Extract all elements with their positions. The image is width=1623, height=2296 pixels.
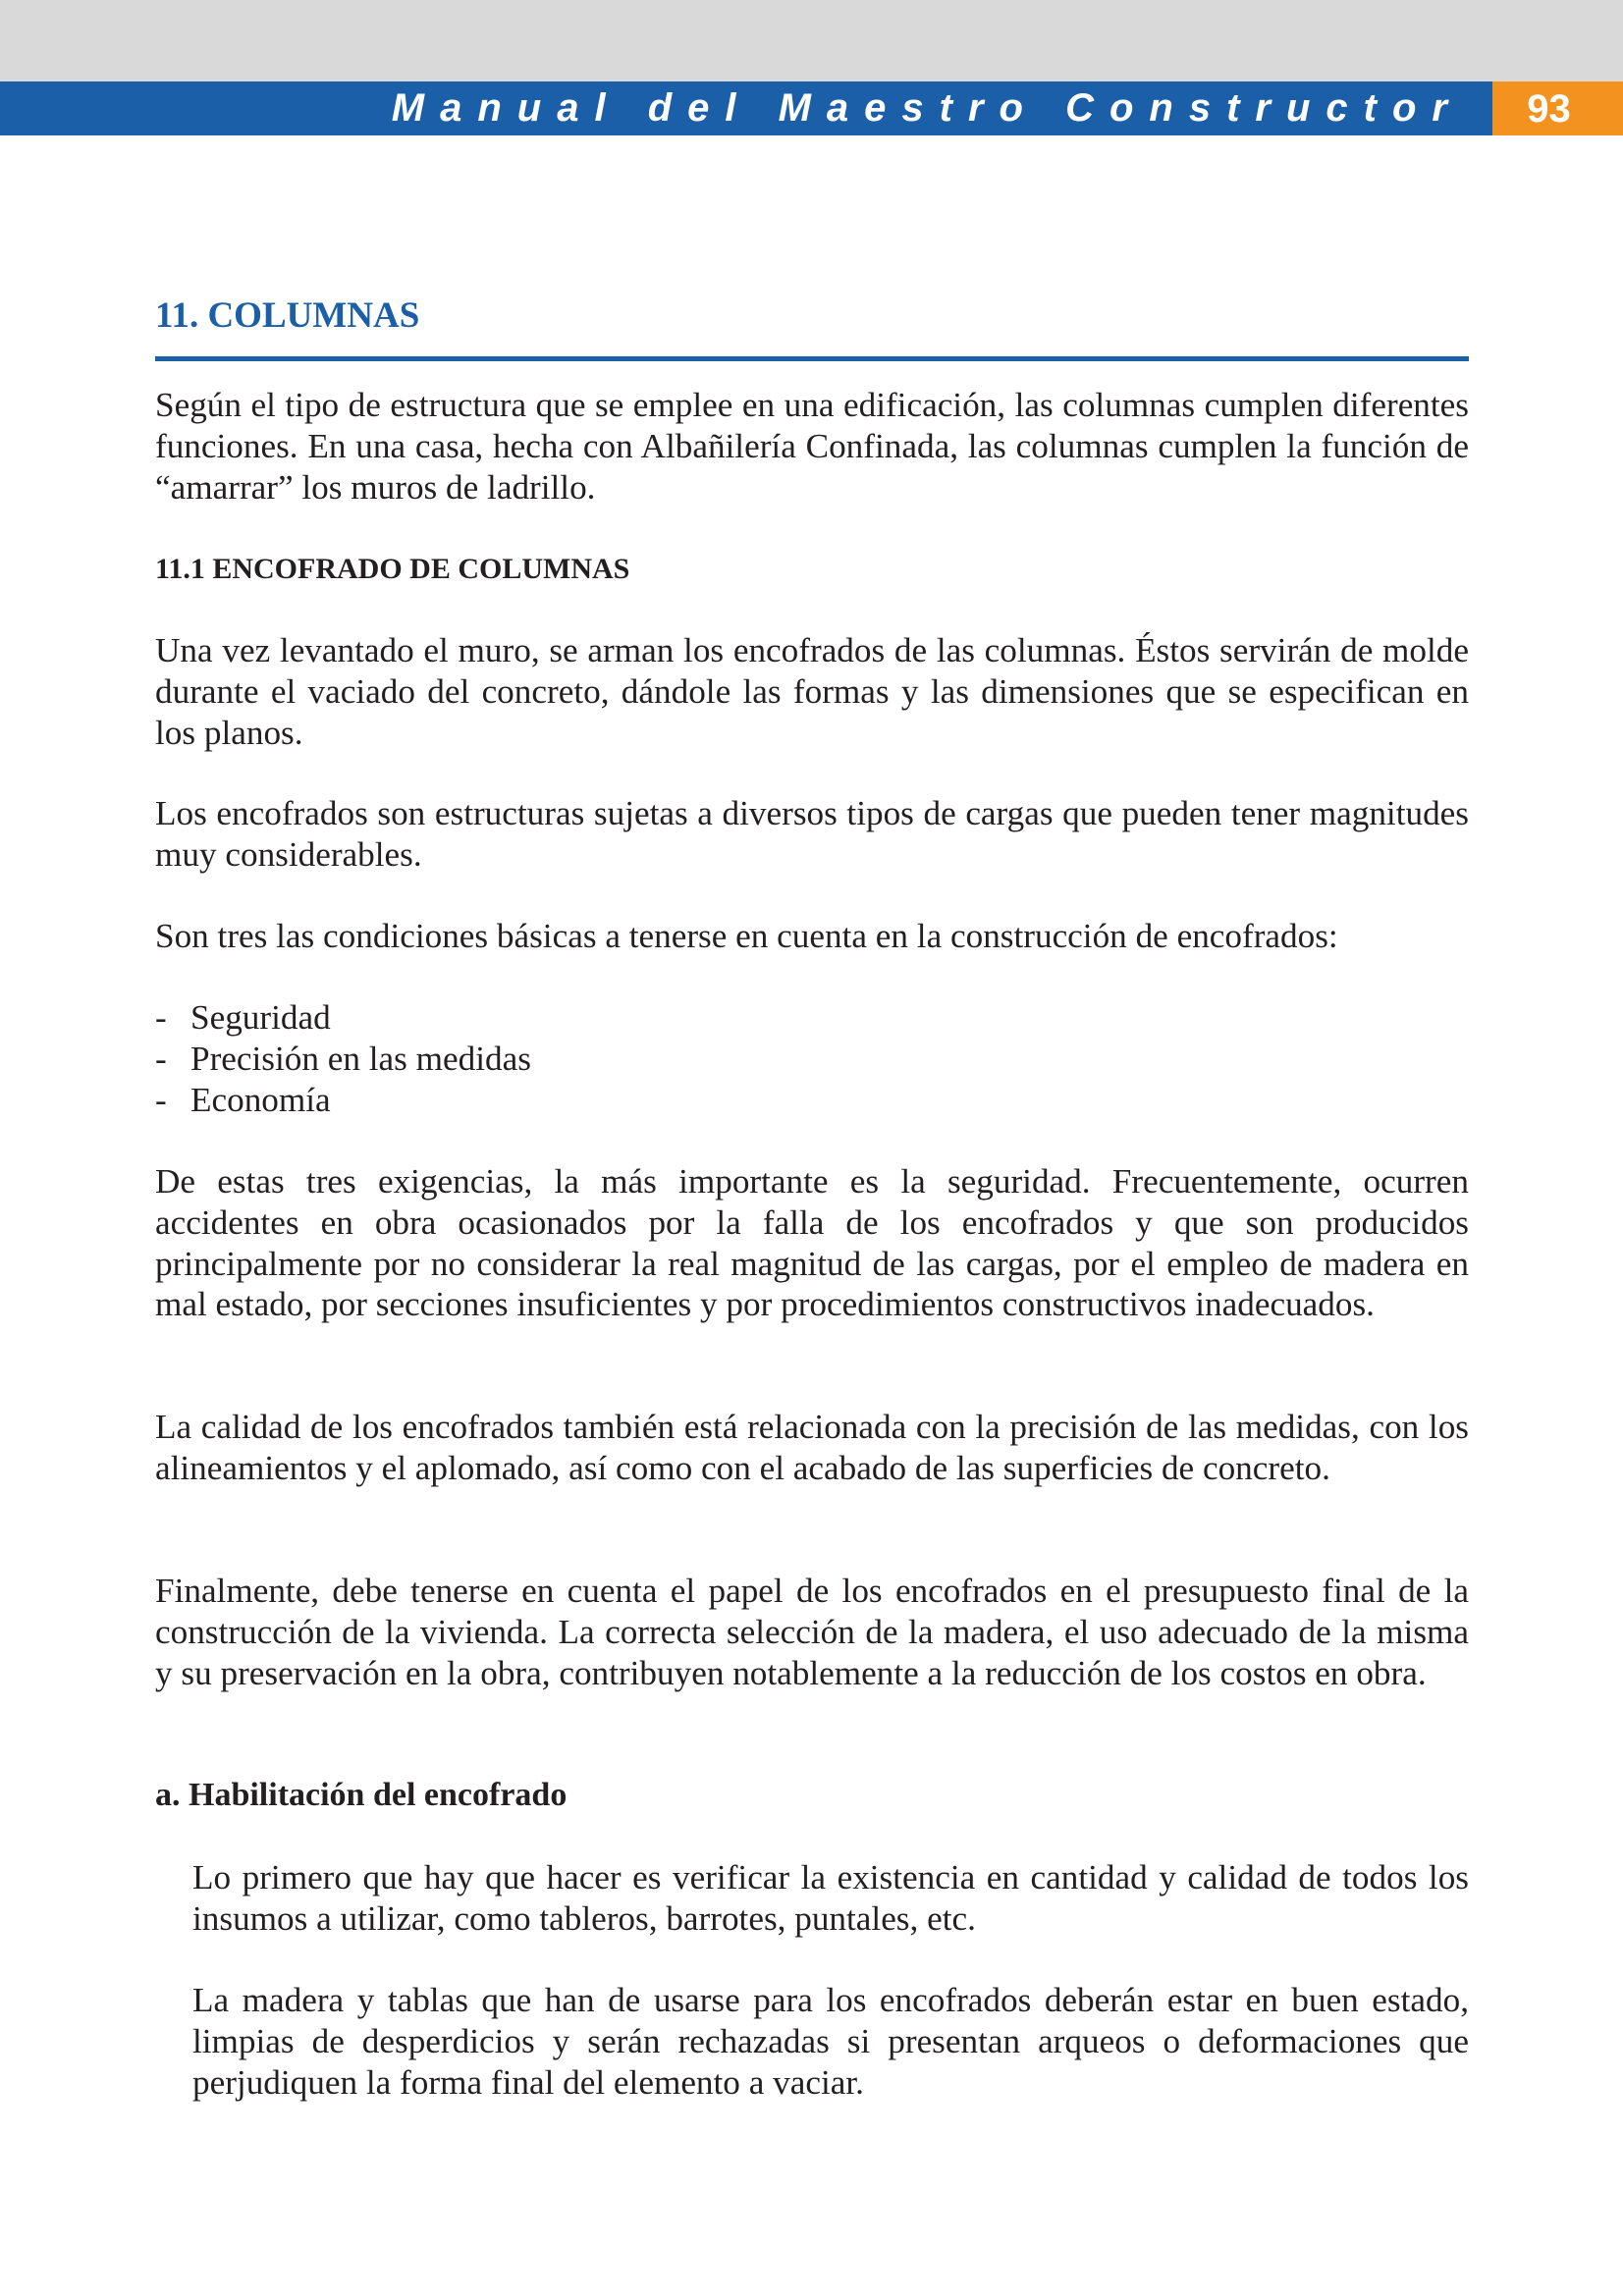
list-item — [155, 997, 531, 1039]
paragraph: De estas tres exigencias, la más importante es la seguridad. Frecuentemente, ocurren accidentes en obra ocasionados por la falla de los encofrados y que son producidos principalmente por no considerar la real magnitud de las cargas, por el empleo de madera en mal estado, por secciones insuficientes y por procedimientos constructivos inadecuados. — [155, 1162, 1469, 1324]
list-item-text: Precisión en las medidas — [190, 1039, 531, 1078]
section-title-rule — [155, 356, 1469, 361]
top-margin-band — [0, 0, 1623, 81]
section-title: 11. COLUMNAS — [155, 295, 420, 336]
paragraph: Los encofrados son estructuras sujetas a diversos tipos de cargas que pueden tener magnitudes muy considerables. — [155, 794, 1469, 874]
list-item-text: Economía — [190, 1080, 331, 1119]
part-a-title: a. Habilitación del encofrado — [155, 1777, 568, 1813]
list-dash: - — [155, 1039, 167, 1078]
paragraph: Una vez levantado el muro, se arman los encofrados de las columnas. Éstos servirán de molde durante el vaciado del concreto, dándole las formas y las dimensiones que se especifican en los planos. — [155, 631, 1469, 752]
paragraph: La madera y tablas que han de usarse para los encofrados deberán estar en buen estado, limpias de desperdicios y serán rechazadas si presentan arqueos o deformaciones que perjudiquen la forma final del elemento a vaciar. — [192, 1981, 1469, 2102]
page-number: 93 — [1527, 87, 1571, 131]
list-item — [155, 1080, 531, 1121]
list-item — [155, 1039, 531, 1080]
subsection-title: 11.1 ENCOFRADO DE COLUMNAS — [155, 553, 630, 585]
header-title: Manual del Maestro Constructor — [391, 86, 1463, 130]
list-dash: - — [155, 1080, 167, 1119]
list-dash: - — [155, 998, 167, 1037]
paragraph: Finalmente, debe tenerse en cuenta el papel de los encofrados en el presupuesto final de la construcción de la vivienda. La correcta selección de la madera, el uso adecuado de la misma y su preservación en la obra, contribuyen notablemente a la reducción de los costos en obra. — [155, 1572, 1469, 1692]
section-intro: Según el tipo de estructura que se emplee en una edificación, las columnas cumplen diferentes funciones. En una casa, hecha con Albañilería Confinada, las columnas cumplen la función de “amarrar” los muros de ladrillo. — [155, 386, 1469, 507]
list-item-text: Seguridad — [190, 998, 331, 1037]
paragraph: La calidad de los encofrados también está relacionada con la precisión de las medidas, con los alineamientos y el aplomado, así como con el acabado de las superficies de concreto. — [155, 1408, 1469, 1487]
running-header — [0, 81, 1492, 135]
conditions-list — [155, 997, 531, 1120]
paragraph: Son tres las condiciones básicas a tenerse en cuenta en la construcción de encofrados: — [155, 917, 1338, 955]
paragraph: Lo primero que hay que hacer es verificar la existencia en cantidad y calidad de todos los insumos a utilizar, como tableros, barrotes, puntales, etc. — [192, 1858, 1469, 1938]
page-number-tab — [1492, 81, 1623, 135]
